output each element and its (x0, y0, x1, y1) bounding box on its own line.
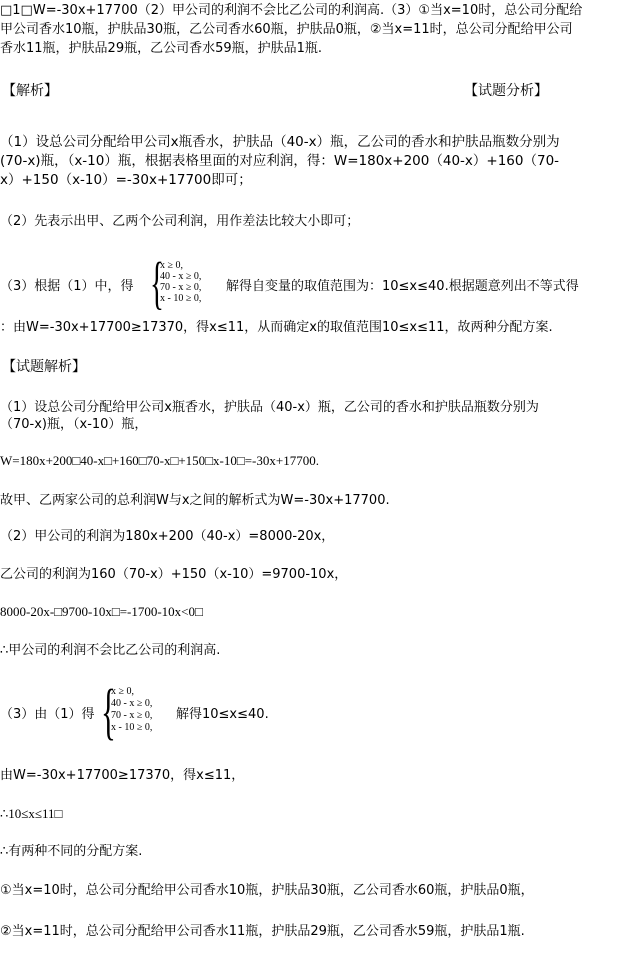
system-row: x - 10 ≥ 0, (160, 293, 202, 304)
answer-line-1: □1□W=-30x+17700（2）甲公司的利润不会比乙公司的利润高.（3）①当x=10时，总公司分配给 (0, 3, 583, 18)
solution-s6: 8000-20x-□9700-10x□=-1700-10x<0□ (0, 604, 203, 619)
system-row: 70 - x ≥ 0, (111, 710, 153, 721)
analysis-p1-line1: （1）设总公司分配给甲公司x瓶香水，护肤品（40-x）瓶，乙公司的香水和护肤品瓶数分别为 (0, 134, 560, 150)
answer-line-2: 甲公司香水10瓶，护肤品30瓶，乙公司香水60瓶，护肤品0瓶，②当x=11时，总公司分配给甲公司 (0, 22, 573, 37)
system-row: x ≥ 0, (111, 686, 134, 697)
system-row: x - 10 ≥ 0, (111, 722, 153, 733)
solution-s1-line2: （70-x)瓶，（x-10）瓶， (0, 417, 148, 432)
solution-s11: ∴有两种不同的分配方案. (0, 844, 143, 859)
system-row: 40 - x ≥ 0, (111, 698, 153, 709)
shiti-jiexi-header: 【试题解析】 (2, 359, 86, 375)
answer-line-3: 香水11瓶，护肤品29瓶，乙公司香水59瓶，护肤品1瓶. (0, 41, 323, 56)
solution-s4: （2）甲公司的利润为180x+200（40-x）=8000-20x， (0, 529, 335, 544)
analysis-p3-prefix: （3）根据（1）中，得 (0, 279, 134, 294)
jiexi-header: 【解析】 (2, 83, 58, 99)
solution-s10: ∴10≤x≤11□ (0, 806, 63, 821)
brace-icon: { (150, 250, 164, 315)
analysis-p1-line3: x）+150（x-10）=-30x+17700即可； (0, 172, 252, 188)
system-row: 40 - x ≥ 0, (160, 271, 202, 282)
solution-s2: W=180x+200□40-x□+160□70-x□+150□x-10□=-30x+17700. (0, 453, 319, 468)
analysis-p1-line2: (70-x)瓶，（x-10）瓶，根据表格里面的对应利润，得：W=180x+200（40-x）+160（70- (0, 153, 560, 169)
system-row: x ≥ 0, (160, 260, 183, 271)
solution-s8-prefix: （3）由（1）得 (0, 707, 95, 722)
analysis-p2: （2）先表示出甲、乙两个公司利润，用作差法比较大小即可； (0, 214, 360, 229)
solution-s1-line1: （1）设总公司分配给甲公司x瓶香水，护肤品（40-x）瓶，乙公司的香水和护肤品瓶数分别为 (0, 400, 539, 415)
analysis-inequality-system (160, 260, 201, 304)
shiti-fenxi-header: 【试题分析】 (464, 83, 548, 99)
solution-s13: ②当x=11时，总公司分配给甲公司香水11瓶，护肤品29瓶，乙公司香水59瓶，护肤品1瓶. (0, 924, 525, 939)
system-row: 70 - x ≥ 0, (160, 282, 202, 293)
solution-inequality-system (111, 686, 152, 734)
analysis-p3-line2: ：由W=-30x+17700≥17370，得x≤11，从而确定x的取值范围10≤x≤11，故两种分配方案. (0, 320, 553, 335)
brace-icon: { (101, 678, 116, 746)
solution-s7: ∴甲公司的利润不会比乙公司的利润高. (0, 643, 221, 658)
solution-s3: 故甲、乙两家公司的总利润W与x之间的解析式为W=-30x+17700. (0, 493, 390, 508)
solution-s12: ①当x=10时，总公司分配给甲公司香水10瓶，护肤品30瓶，乙公司香水60瓶，护肤品0瓶， (0, 883, 534, 898)
solution-s5: 乙公司的利润为160（70-x）+150（x-10）=9700-10x， (0, 567, 348, 582)
solution-s9: 由W=-30x+17700≥17370，得x≤11， (0, 768, 245, 783)
solution-s8-suffix: 解得10≤x≤40. (176, 707, 269, 722)
analysis-p3-suffix: 解得自变量的取值范围为：10≤x≤40.根据题意列出不等式得 (226, 279, 579, 294)
